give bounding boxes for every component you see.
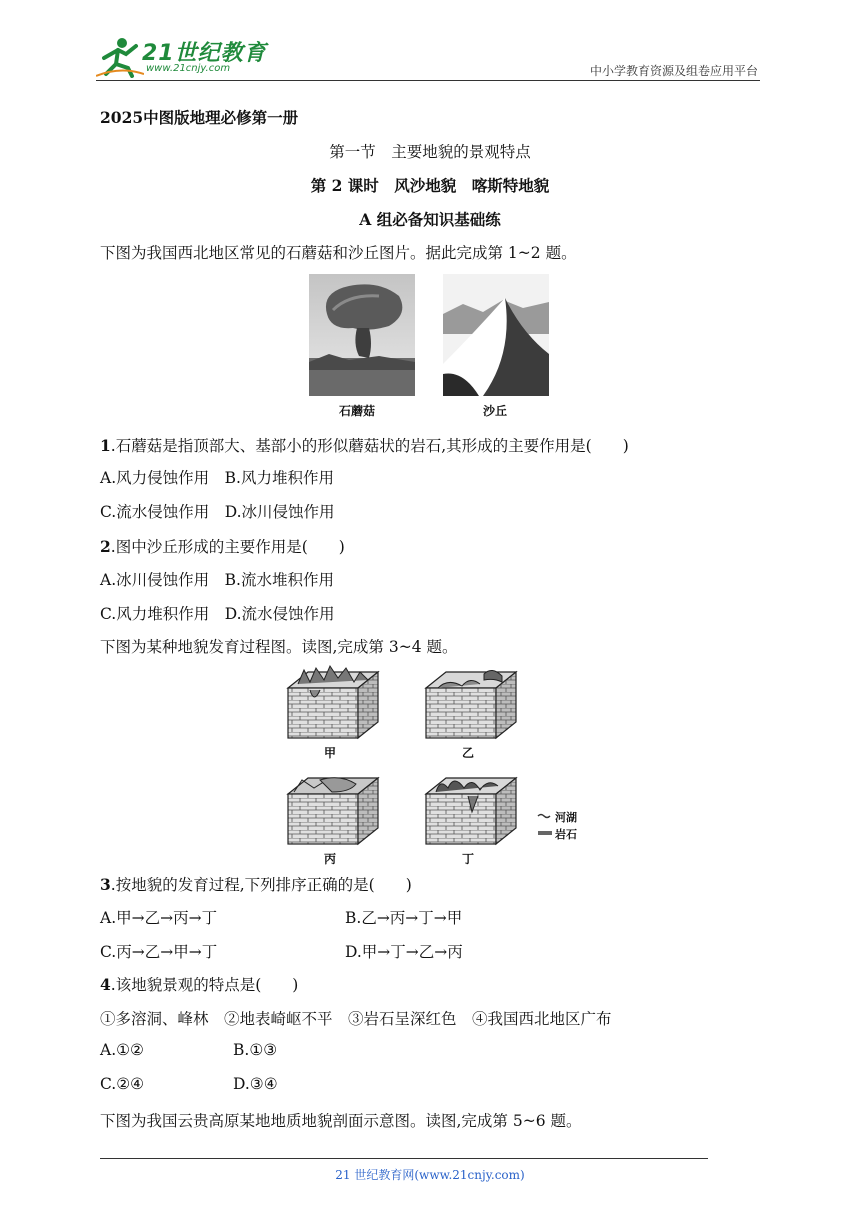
- sand-dune-photo: [443, 274, 549, 396]
- mushroom-rock-photo: [309, 274, 415, 396]
- q3-number: 3: [100, 875, 111, 894]
- legend-river-label: 河湖: [555, 811, 577, 824]
- q3-option-d: D.甲→丁→乙→丙: [345, 943, 463, 961]
- label-jia: 甲: [324, 746, 337, 760]
- lesson-title: 第 2 课时 风沙地貌 喀斯特地貌: [310, 176, 550, 195]
- label-bing: 丙: [324, 852, 337, 866]
- q2-options-row2: C.风力堆积作用 D.流水侵蚀作用: [100, 605, 335, 623]
- q4-items: ①多溶洞、峰林 ②地表崎岖不平 ③岩石呈深红色 ④我国西北地区广布: [100, 1010, 612, 1028]
- intro-3: 下图为我国云贵高原某地地质地貌剖面示意图。读图,完成第 5~6 题。: [100, 1112, 582, 1130]
- book-title: 2025中图版地理必修第一册: [100, 108, 299, 127]
- q4-option-a: A.①②: [100, 1041, 144, 1059]
- q3-option-a: A.甲→乙→丙→丁: [100, 909, 218, 927]
- block-yi: [426, 670, 516, 738]
- section-title: 第一节 主要地貌的景观特点: [329, 143, 531, 161]
- q4-number: 4: [100, 975, 111, 994]
- legend-river-symbol: [538, 815, 550, 818]
- q1-stem: [100, 434, 629, 456]
- q4-stem: [100, 973, 298, 995]
- group-title: A 组必备知识基础练: [359, 210, 501, 229]
- q2-number: 2: [100, 537, 111, 556]
- site-logo-icon: [96, 36, 144, 78]
- q2-options-row1: A.冰川侵蚀作用 B.流水堆积作用: [100, 571, 334, 589]
- q4-option-c: C.②④: [100, 1075, 145, 1093]
- q3-option-b: B.乙→丙→丁→甲: [345, 909, 463, 927]
- label-ding: 丁: [462, 852, 475, 866]
- q2-stem: [100, 535, 345, 557]
- caption-sand-dune: 沙丘: [483, 404, 508, 418]
- logo-url: www.21cnjy.com: [146, 63, 231, 74]
- q4-option-b: B.①③: [233, 1041, 278, 1059]
- q1-text: .石蘑菇是指顶部大、基部小的形似蘑菇状的岩石,其形成的主要作用是( ): [110, 437, 629, 455]
- q4-text: .该地貌景观的特点是( ): [110, 976, 299, 994]
- intro-2: 下图为某种地貌发育过程图。读图,完成第 3~4 题。: [100, 638, 458, 656]
- block-jia: [288, 666, 378, 738]
- legend-rock-symbol: [538, 831, 552, 835]
- q2-text: .图中沙丘形成的主要作用是( ): [110, 538, 345, 556]
- footer-divider: [100, 1158, 708, 1159]
- caption-mushroom-rock: 石蘑菇: [339, 404, 376, 418]
- legend-rock-label: 岩石: [555, 828, 577, 841]
- q4-option-d: D.③④: [233, 1075, 278, 1093]
- karst-development-diagram: [280, 660, 590, 870]
- q3-option-c: C.丙→乙→甲→丁: [100, 943, 218, 961]
- q1-number: 1: [100, 436, 111, 455]
- q3-stem: [100, 873, 412, 895]
- footer-link[interactable]: 21 世纪教育网(www.21cnjy.com): [335, 1168, 525, 1182]
- q3-text: .按地貌的发育过程,下列排序正确的是( ): [110, 876, 412, 894]
- platform-name: 中小学教育资源及组卷应用平台: [589, 64, 758, 78]
- logo-text: 21世纪教育: [142, 41, 267, 66]
- q1-options-row2: C.流水侵蚀作用 D.冰川侵蚀作用: [100, 503, 335, 521]
- label-yi: 乙: [462, 746, 475, 760]
- block-ding: [426, 778, 516, 844]
- intro-1: 下图为我国西北地区常见的石蘑菇和沙丘图片。据此完成第 1~2 题。: [100, 244, 577, 262]
- q1-options-row1: A.风力侵蚀作用 B.风力堆积作用: [100, 469, 334, 487]
- header-divider: [96, 80, 760, 81]
- block-bing: [288, 778, 378, 844]
